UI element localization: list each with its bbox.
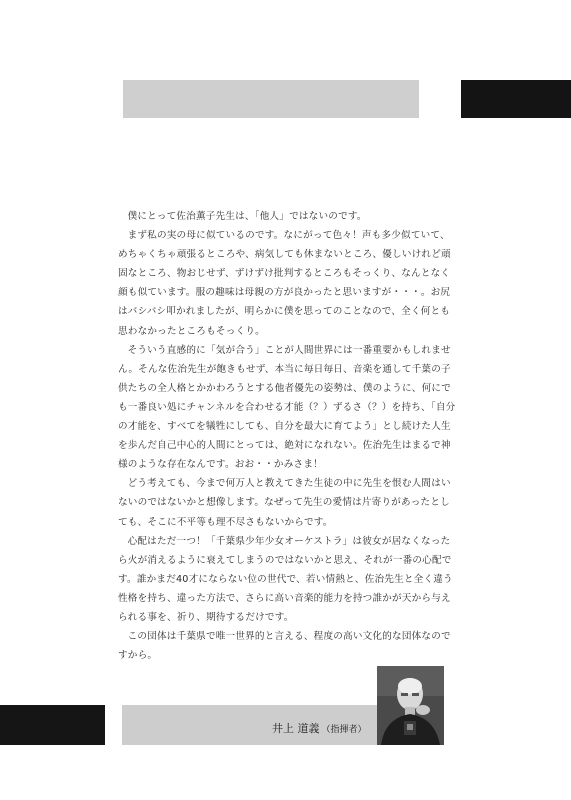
paragraph-6: この団体は千葉県で唯一世界的と言える、程度の高い文化的な団体なのですから。 (118, 631, 451, 662)
author-photo (377, 666, 444, 745)
article-body (118, 207, 456, 665)
author-role: （指揮者） (321, 725, 367, 735)
paragraph-5: 心配はただ一つ！「千葉県少年少女オーケストラ」は彼女が居なくなったら火が消えるように衰えてしまうのではないかと思え、それが一番の心配です。誰かまだ40才にならない位の世代で、若い情熱と、佐治先生と全く違う性格を持ち、違った方法で、さらに高い音楽的能力を持つ誰かが天から与えられる事を、祈り、期待するだけです。 (118, 535, 453, 623)
paragraph-2: まず私の実の母に似ているのです。なにがって色々！声も多少似ていて、めちゃくちゃ頑張るところや、病気しても休まないところ、優しいけれど頑固なところ、物おじせず、ずけずけ批判するところもそっくり、なんとなく顔も似ています。服の趣味は母親の方が良かったと思いますが・・・。お尻はバシバシ叩かれましたが、明らかに僕を思ってのことなので、全く何とも思わなかったところもそっくり。 (118, 230, 451, 337)
footer-black-bar (0, 705, 105, 745)
paragraph-4: どう考えても、今まで何万人と教えてきた生徒の中に先生を恨む人間はいないのではないかと想像します。なぜって先生の愛情は片寄りがあったとしても、そこに不平等も理不尽さもないからです。 (118, 478, 451, 528)
header-gray-bar (123, 80, 419, 118)
author-name: 井上 道義 (272, 722, 320, 735)
paragraph-1: 僕にとって佐治薫子先生は、「他人」ではないのです。 (127, 211, 367, 222)
header-black-bar (461, 80, 571, 118)
paragraph-3: そういう直感的に「気が合う」ことが人間世界には一番重要かもしれません。そんな佐治先生が飽きもせず、本当に毎日毎日、音楽を通して千葉の子供たちの全人格とかかわろうとする他者優先の姿勢は、僕のように、何にでも一番良い処にチャンネルを合わせる才能（？）ずるさ（？）を持ち、「自分の才能を、すべてを犠牲にしても、自分を最大に育てよう」とし続けた人生を歩んだ自己中心的人間にとっては、絶対になれない。佐治先生はまるで神様のような存在なんです。おお・・かみさま！ (118, 344, 456, 471)
author-signature (272, 720, 367, 736)
